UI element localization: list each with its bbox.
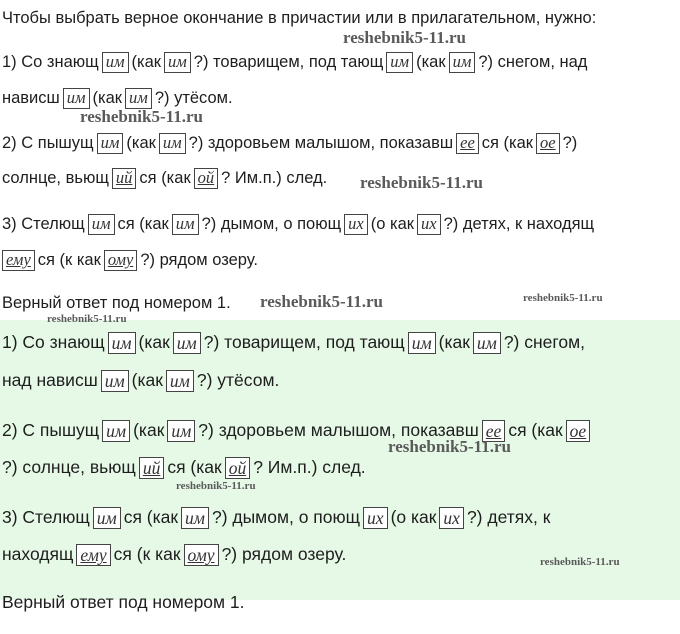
watermark: reshebnik5-11.ru: [523, 292, 603, 304]
ending-box: им: [172, 214, 199, 235]
watermark: reshebnik5-11.ru: [360, 173, 483, 192]
ending-box: им: [166, 370, 194, 392]
ending-box: им: [97, 133, 124, 154]
ending-box: им: [63, 88, 90, 109]
ending-box: им: [167, 420, 195, 442]
ending-box: им: [102, 420, 130, 442]
ending-box: им: [125, 88, 152, 109]
ending-box: им: [164, 52, 191, 73]
watermark: reshebnik5-11.ru: [47, 313, 127, 325]
ending-box: им: [473, 332, 501, 354]
answer-item-1-line-2: над нависш им (как им ?) утёсом.: [2, 370, 280, 392]
answer-item-1-line-1: 1) Со знающ им (как им ?) товарищем, под тающ им (как им ?) снегом,: [2, 332, 586, 354]
question-item-2-line-2: солнце, вьющ ий ся (как ой ? Им.п.) след.: [2, 168, 328, 187]
question-item-1-line-2: нависш им (как им ?) утёсом.: [2, 88, 233, 107]
ending-box: ому: [104, 250, 137, 271]
header-text: Чтобы выбрать верное окончание в причастии или в прилагательном, нужно:: [2, 9, 597, 27]
answer-item-3-line-2: находящ ему ся (к как ому ?) рядом озеру.: [2, 544, 347, 566]
ending-box: их: [439, 507, 464, 529]
question-item-2-line-1: 2) С пышущ им (как им ?) здоровьем малышом, показавш ее ся (как ое ?): [2, 133, 578, 152]
ending-box: ий: [139, 457, 165, 479]
question-item-3-line-1: 3) Стелющ им ся (как им ?) дымом, о поющ их (о как их ?) детях, к находящ: [2, 214, 595, 233]
ending-box: им: [93, 507, 121, 529]
ending-box: их: [363, 507, 388, 529]
ending-box: им: [173, 332, 201, 354]
ending-box: им: [408, 332, 436, 354]
watermark: reshebnik5-11.ru: [388, 437, 511, 456]
ending-box: ий: [112, 168, 137, 189]
ending-box: ее: [456, 133, 479, 154]
ending-box: им: [101, 370, 129, 392]
answer-item-2-line-2: ?) солнце, вьющ ий ся (как ой ? Им.п.) след.: [2, 457, 366, 479]
ending-box: им: [108, 332, 136, 354]
ending-box: ому: [184, 544, 219, 566]
ending-box: их: [344, 214, 368, 235]
question-item-3-line-2: ему ся (к как ому ?) рядом озеру.: [2, 250, 258, 271]
answer-verdict: Верный ответ под номером 1.: [2, 592, 245, 612]
ending-box: им: [88, 214, 115, 235]
ending-box: им: [181, 507, 209, 529]
ending-box: ое: [566, 420, 591, 442]
watermark: reshebnik5-11.ru: [343, 28, 466, 47]
ending-box: ему: [76, 544, 110, 566]
question-verdict: Верный ответ под номером 1.: [2, 294, 231, 312]
question-item-1-line-1: 1) Со знающ им (как им ?) товарищем, под тающ им (как им ?) снегом, над: [2, 52, 588, 71]
ending-box: ой: [225, 457, 251, 479]
watermark: reshebnik5-11.ru: [260, 292, 383, 311]
ending-box: им: [449, 52, 476, 73]
ending-box: ое: [536, 133, 560, 154]
ending-box: ему: [2, 250, 35, 271]
ending-box: их: [417, 214, 441, 235]
ending-box: им: [159, 133, 186, 154]
answer-item-2-line-1: 2) С пышущ им (как им ?) здоровьем малышом, показавш ее ся (как ое: [2, 420, 593, 442]
watermark: reshebnik5-11.ru: [80, 107, 203, 126]
watermark: reshebnik5-11.ru: [176, 480, 256, 492]
answer-item-3-line-1: 3) Стелющ им ся (как им ?) дымом, о поющ их (о как их ?) детях, к: [2, 507, 551, 529]
ending-box: им: [102, 52, 129, 73]
ending-box: им: [386, 52, 413, 73]
ending-box: ее: [482, 420, 506, 442]
ending-box: ой: [194, 168, 219, 189]
watermark: reshebnik5-11.ru: [540, 556, 620, 568]
